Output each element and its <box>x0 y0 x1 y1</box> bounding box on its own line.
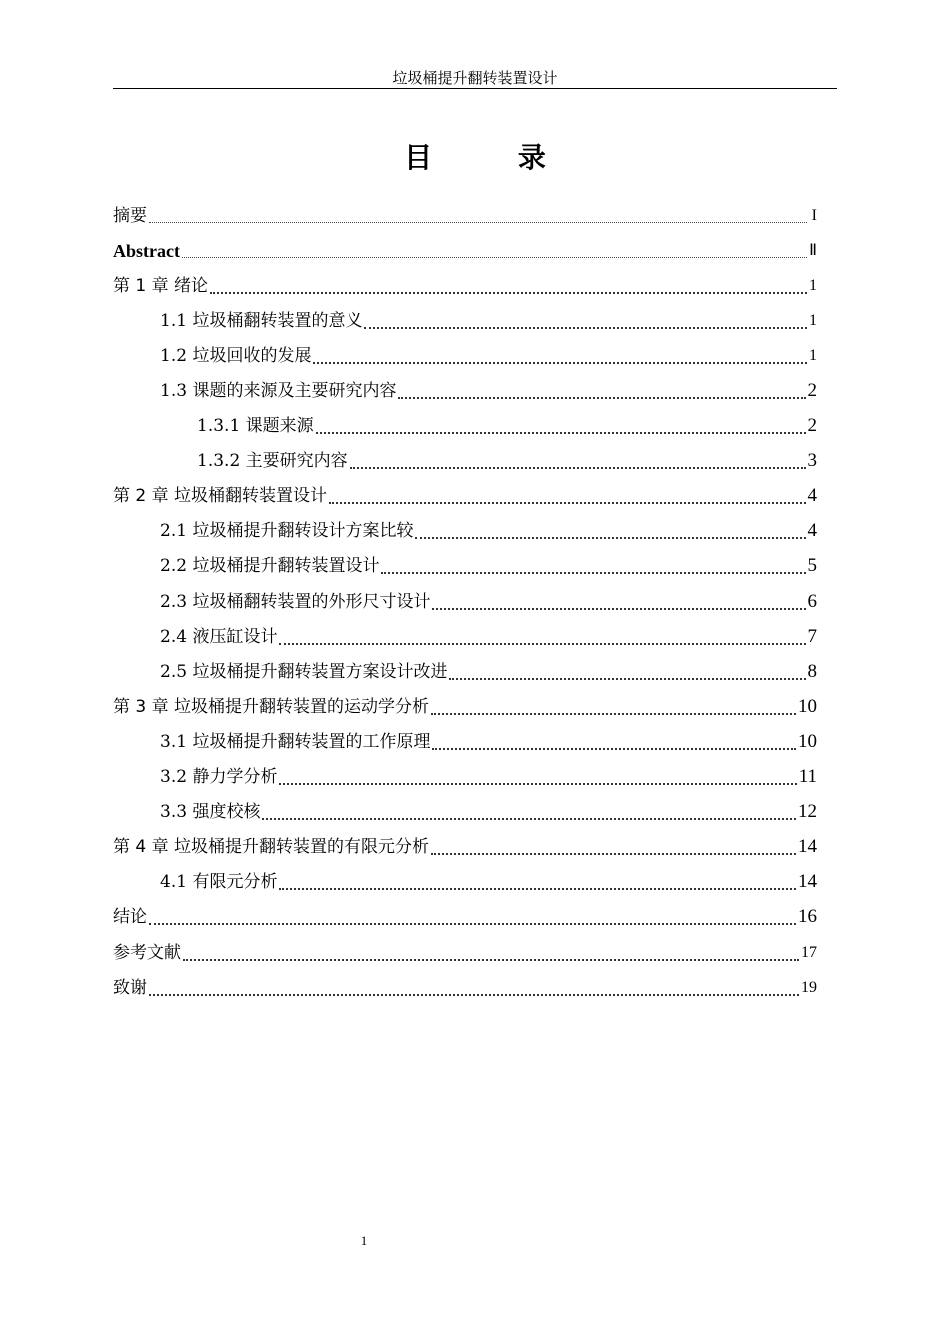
toc-entry-page: 19 <box>801 978 817 996</box>
toc-entry-label: 3.2 静力学分析 <box>160 767 278 788</box>
toc-entry[interactable] <box>113 233 817 268</box>
toc-entry[interactable] <box>113 444 817 479</box>
toc-leader-dots <box>381 552 805 574</box>
toc-entry-page: 14 <box>798 871 817 893</box>
toc-entry-page: 4 <box>807 520 817 542</box>
toc-entry-label: 2.2 垃圾桶提升翻转装置设计 <box>160 556 380 577</box>
toc-entry[interactable] <box>113 865 817 900</box>
toc-entry[interactable] <box>113 830 817 865</box>
toc-entry-label: 2.5 垃圾桶提升翻转装置方案设计改进 <box>160 661 448 682</box>
toc-leader-dots <box>183 939 799 961</box>
toc-entry-page: 12 <box>798 801 817 823</box>
toc-entry-page: 7 <box>807 625 817 647</box>
toc-entry-label: 1.2 垃圾回收的发展 <box>160 345 312 366</box>
toc-entry-label: 4.1 有限元分析 <box>160 872 278 893</box>
toc-title: 目 录 <box>404 141 584 174</box>
toc-leader-dots <box>432 588 805 610</box>
table-of-contents <box>113 198 817 1005</box>
toc-leader-dots <box>431 693 796 715</box>
toc-leader-dots <box>431 833 796 855</box>
toc-leader-dots <box>182 237 807 258</box>
toc-entry[interactable] <box>113 303 817 338</box>
toc-leader-dots <box>279 868 796 890</box>
toc-entry[interactable] <box>113 409 817 444</box>
toc-entry[interactable] <box>113 549 817 584</box>
toc-entry-label: 1.3.2 主要研究内容 <box>197 451 348 472</box>
toc-entry-page: 5 <box>807 555 817 577</box>
toc-entry-label: Abstract <box>113 240 180 261</box>
toc-entry-page: 17 <box>801 943 817 961</box>
page-header-title: 垃圾桶提升翻转装置设计 <box>392 69 558 87</box>
toc-entry[interactable] <box>113 970 817 1005</box>
toc-entry-label: 3.3 强度校核 <box>160 802 261 823</box>
toc-entry-page: 3 <box>807 450 817 472</box>
toc-entry-page: 10 <box>798 695 817 717</box>
toc-entry-label: 1.1 垃圾桶翻转装置的意义 <box>160 310 363 331</box>
toc-entry[interactable] <box>113 900 817 935</box>
toc-leader-dots <box>432 728 796 750</box>
toc-entry-page: 6 <box>807 590 817 612</box>
toc-leader-dots <box>449 658 805 680</box>
toc-leader-dots <box>415 517 805 539</box>
toc-leader-dots <box>350 447 806 469</box>
toc-entry[interactable] <box>113 268 817 303</box>
toc-entry-page: 1 <box>809 346 817 364</box>
toc-entry-label: 参考文献 <box>113 942 181 963</box>
toc-entry-page: 1 <box>809 276 817 294</box>
toc-leader-dots <box>279 763 796 785</box>
header-rule <box>113 88 837 89</box>
toc-entry[interactable] <box>113 619 817 654</box>
toc-entry-label: 3.1 垃圾桶提升翻转装置的工作原理 <box>160 731 431 752</box>
toc-entry-label: 第 1 章 绪论 <box>113 275 209 296</box>
toc-entry-page: 16 <box>798 906 817 928</box>
toc-leader-dots <box>316 412 806 434</box>
toc-entry[interactable] <box>113 689 817 724</box>
toc-leader-dots <box>149 903 796 925</box>
toc-entry-page: I <box>811 206 817 224</box>
footer-page-number: 1 <box>360 1233 368 1248</box>
toc-entry[interactable] <box>113 338 817 373</box>
toc-entry-page: 14 <box>798 836 817 858</box>
toc-entry-page: 2 <box>807 380 817 402</box>
toc-leader-dots <box>279 623 805 645</box>
toc-entry[interactable] <box>113 654 817 689</box>
toc-entry[interactable] <box>113 479 817 514</box>
toc-entry-label: 2.1 垃圾桶提升翻转设计方案比较 <box>160 521 414 542</box>
toc-leader-dots <box>149 974 799 996</box>
toc-entry-label: 2.4 液压缸设计 <box>160 626 278 647</box>
toc-leader-dots <box>149 202 807 223</box>
toc-entry[interactable] <box>113 795 817 830</box>
toc-entry-label: 第 3 章 垃圾桶提升翻转装置的运动学分析 <box>113 696 430 717</box>
toc-entry-label: 1.3 课题的来源及主要研究内容 <box>160 381 397 402</box>
toc-entry-page: 8 <box>807 660 817 682</box>
toc-entry-page: Ⅱ <box>809 241 817 259</box>
toc-entry-label: 致谢 <box>113 977 147 998</box>
toc-entry[interactable] <box>113 724 817 759</box>
toc-entry-label: 摘要 <box>113 205 147 226</box>
toc-entry[interactable] <box>113 584 817 619</box>
toc-leader-dots <box>364 307 807 329</box>
toc-entry-label: 第 2 章 垃圾桶翻转装置设计 <box>113 486 328 507</box>
toc-leader-dots <box>313 342 807 364</box>
toc-leader-dots <box>398 377 805 399</box>
toc-entry-label: 1.3.1 课题来源 <box>197 416 314 437</box>
toc-entry[interactable] <box>113 198 817 233</box>
toc-entry-label: 2.3 垃圾桶翻转装置的外形尺寸设计 <box>160 591 431 612</box>
toc-entry-page: 10 <box>798 730 817 752</box>
toc-leader-dots <box>210 272 807 294</box>
toc-entry-label: 第 4 章 垃圾桶提升翻转装置的有限元分析 <box>113 837 430 858</box>
toc-entry[interactable] <box>113 373 817 408</box>
toc-entry-label: 结论 <box>113 907 147 928</box>
toc-entry-page: 4 <box>807 485 817 507</box>
toc-entry-page: 1 <box>809 311 817 329</box>
toc-leader-dots <box>262 798 796 820</box>
toc-entry-page: 2 <box>807 415 817 437</box>
toc-entry[interactable] <box>113 760 817 795</box>
toc-leader-dots <box>329 482 805 504</box>
toc-entry[interactable] <box>113 935 817 970</box>
toc-entry-page: 11 <box>798 766 817 788</box>
toc-entry[interactable] <box>113 514 817 549</box>
